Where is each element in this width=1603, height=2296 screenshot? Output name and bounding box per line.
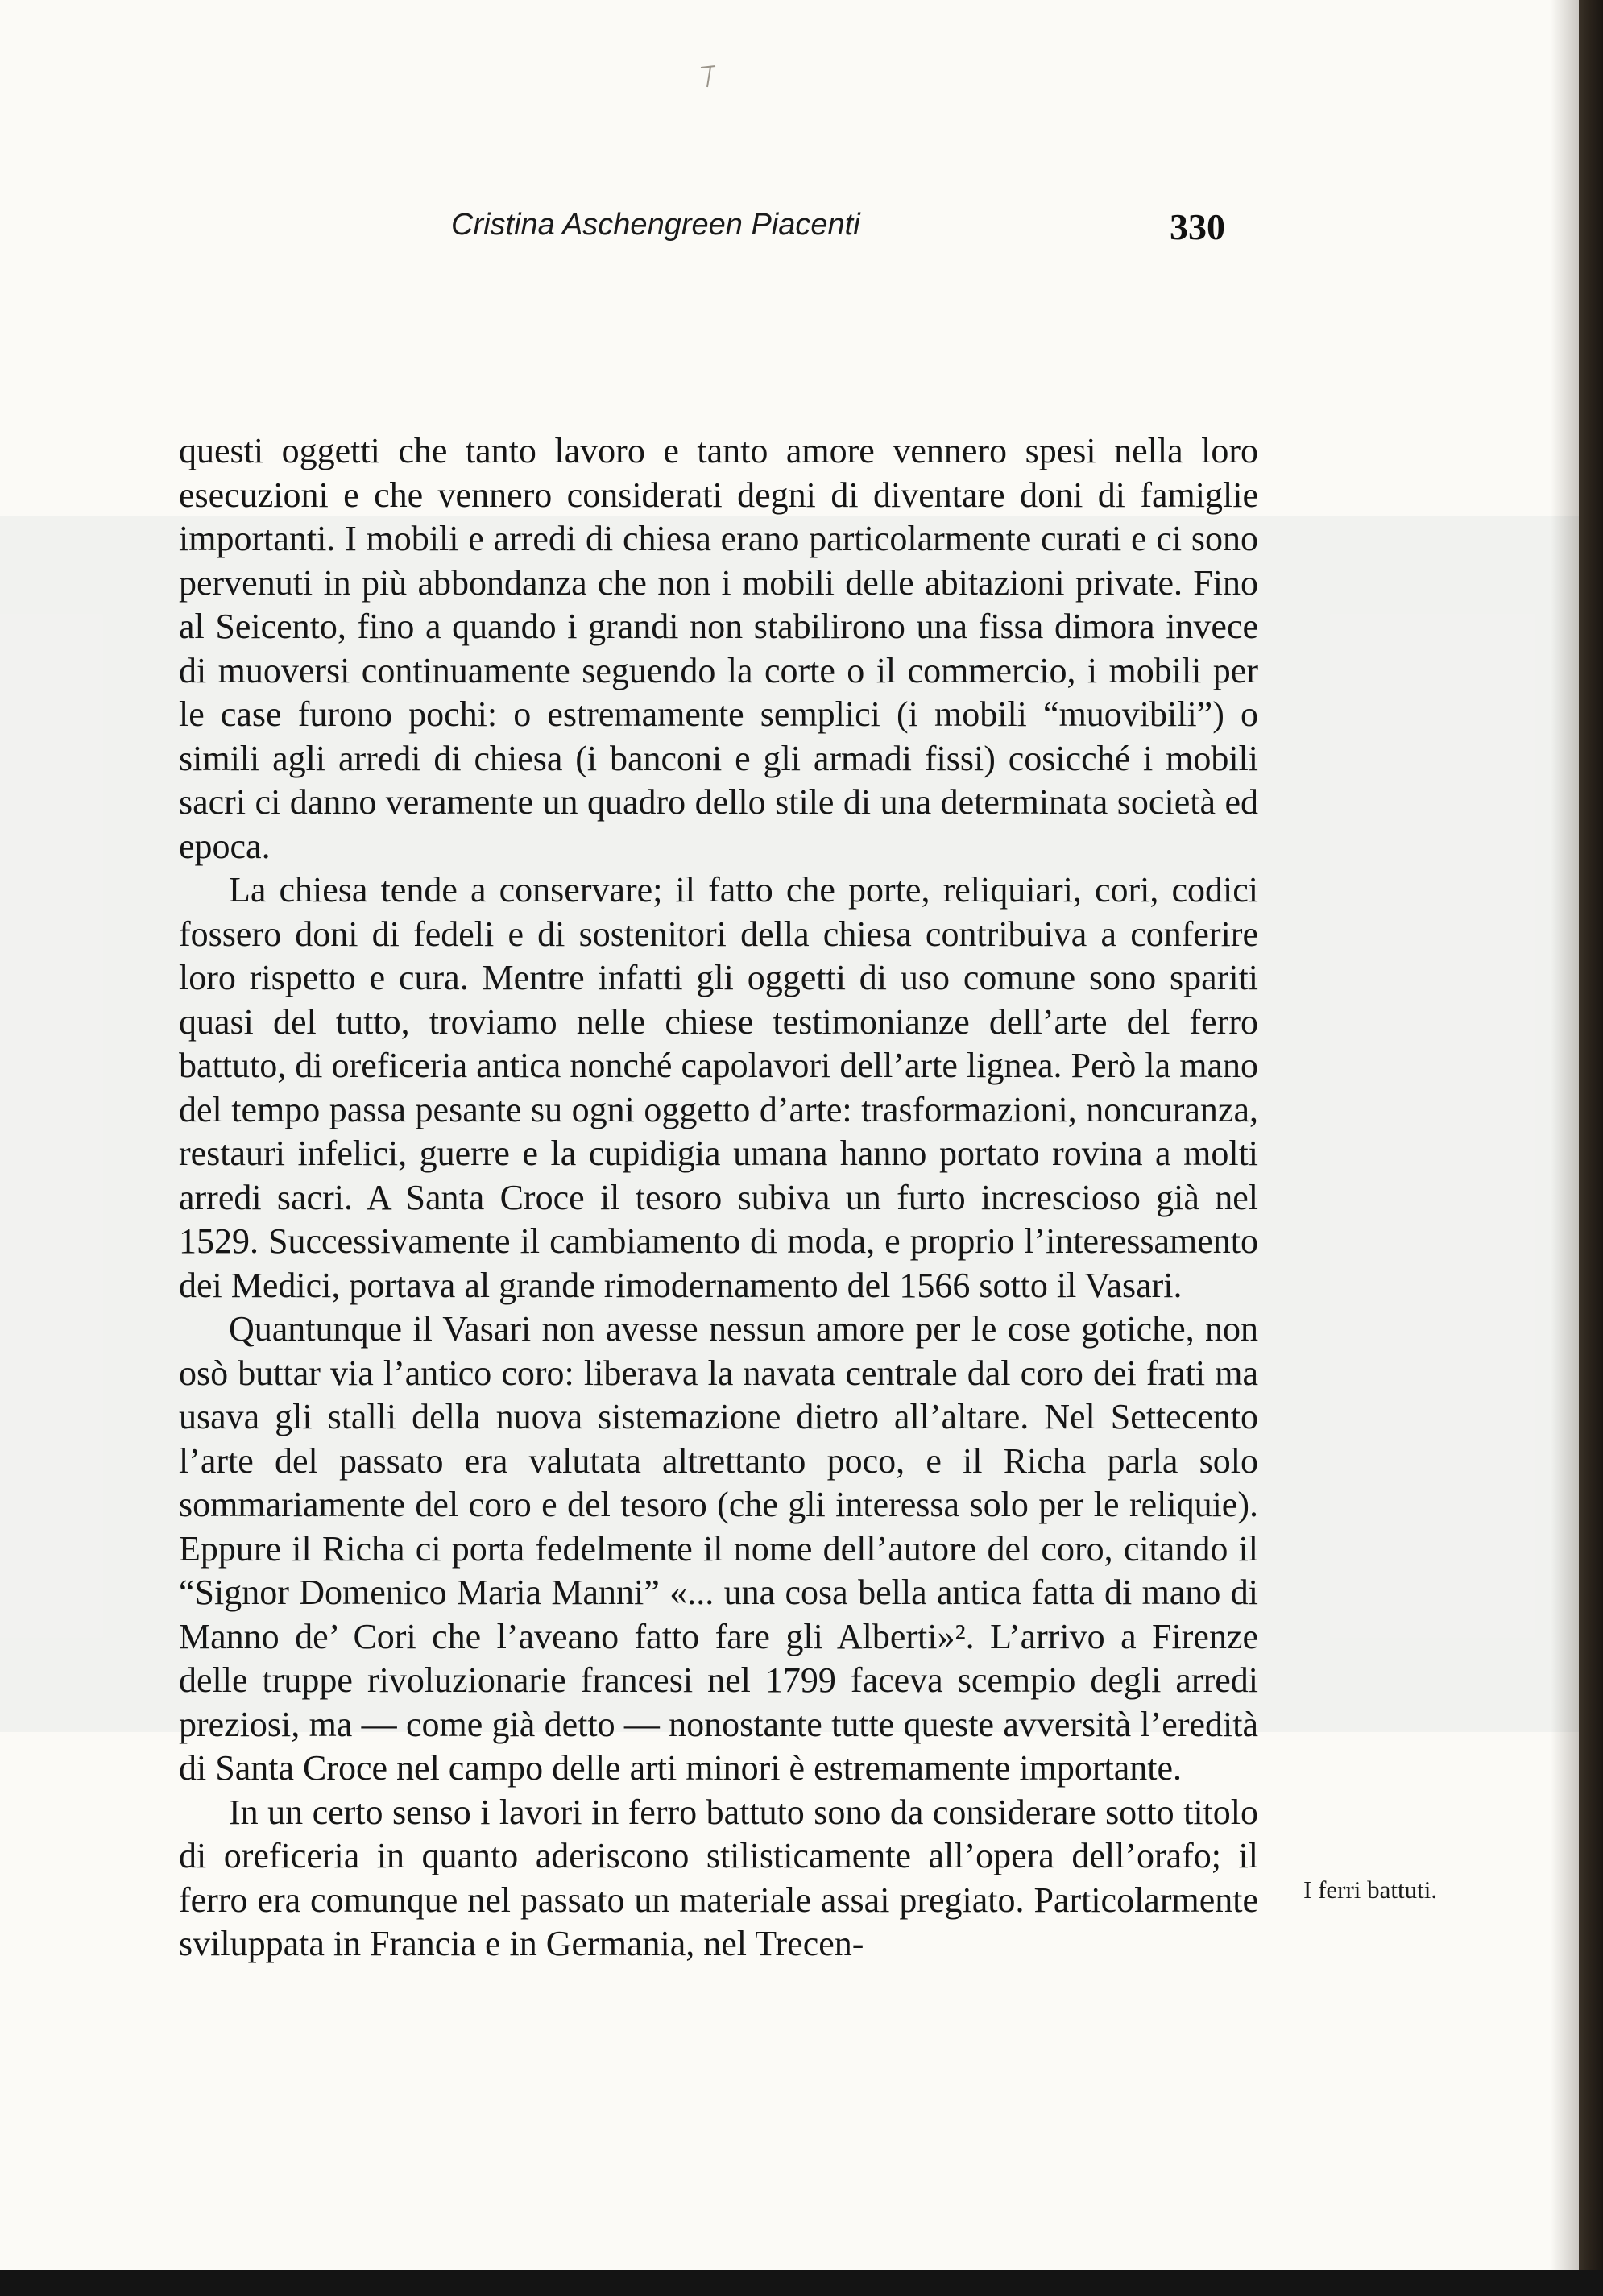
paragraph-4: In un certo senso i lavori in ferro battuto sono da considerare sotto titolo di oreficeria in quanto aderiscono stilisticamente all’opera dell’orafo; il ferro era comunque nel passato un materiale assai pregiato. Particolarmente sviluppata in Francia e in Germania, nel Trecen- <box>179 1792 1258 1963</box>
paragraph-3: Quantunque il Vasari non avesse nessun amore per le cose gotiche, non osò buttar via l’antico coro: liberava la navata centrale dal coro dei frati ma usava gli stalli della nuova sistemazione dietro all’altare. Nel Settecento l’arte del passato era valutata altrettanto poco, e il Richa parla solo sommariamente del coro e del tesoro (che gli interessa solo per le reliquie). Eppure il Richa ci porta fedelmente il nome dell’autore del coro, citando il “Signor Domenico Maria Manni” «... una cosa bella antica fatta di mano di Manno de’ Cori che l’aveano fatto fare gli Alberti»². L’arrivo a Firenze delle truppe rivoluzionarie francesi nel 1799 faceva scempio degli arredi preziosi, ma — come già detto — nonostante tutte queste avversità l’eredità di Santa Croce nel campo delle arti minori è estremamente importante. <box>179 1309 1258 1788</box>
page-number: 330 <box>1170 206 1225 247</box>
book-spine <box>1579 0 1603 2296</box>
body-text <box>179 429 1258 1967</box>
scan-bottom-edge <box>0 2270 1603 2296</box>
page-gutter-shadow <box>1551 0 1579 2270</box>
running-head-author: Cristina Aschengreen Piacenti <box>451 208 860 242</box>
paragraph-1: questi oggetti che tanto lavoro e tanto amore vennero spesi nella loro esecuzioni e che vennero considerati degni di diventare doni di famiglie importanti. I mobili e arredi di chiesa erano particolarmente curati e ci sono pervenuti in più abbondanza che non i mobili delle abitazioni private. Fino al Seicento, fino a quando i grandi non stabilirono una fissa dimora invece di muoversi continuamente seguendo la corte o il commercio, i mobili per le case furono pochi: o estremamente semplici (i mobili “muovibili”) o simili agli arredi di chiesa (i banconi e gli armadi fissi) cosicché i mobili sacri ci danno veramente un quadro dello stile di una determinata società ed epoca. <box>179 431 1258 866</box>
margin-note: I ferri battuti. <box>1303 1875 1438 1904</box>
paragraph-2: La chiesa tende a conservare; il fatto che porte, reliquiari, cori, codici fossero doni di fedeli e di sostenitori della chiesa contribuiva a conferire loro rispetto e cura. Mentre infatti gli oggetti di uso comune sono spariti quasi del tutto, troviamo nelle chiese testimonianze dell’arte del ferro battuto, di oreficeria antica nonché capolavori dell’arte lignea. Però la mano del tempo passa pesante su ogni oggetto d’arte: trasformazioni, noncuranza, restauri infelici, guerre e la cupidigia umana hanno portato rovina a molti arredi sacri. A Santa Croce il tesoro subiva un furto increscioso già nel 1529. Successivamente il cambiamento di moda, e proprio l’interessamento dei Medici, portava al grande rimodernamento del 1566 sotto il Vasari. <box>179 870 1258 1305</box>
ink-fleck-icon <box>698 63 720 92</box>
